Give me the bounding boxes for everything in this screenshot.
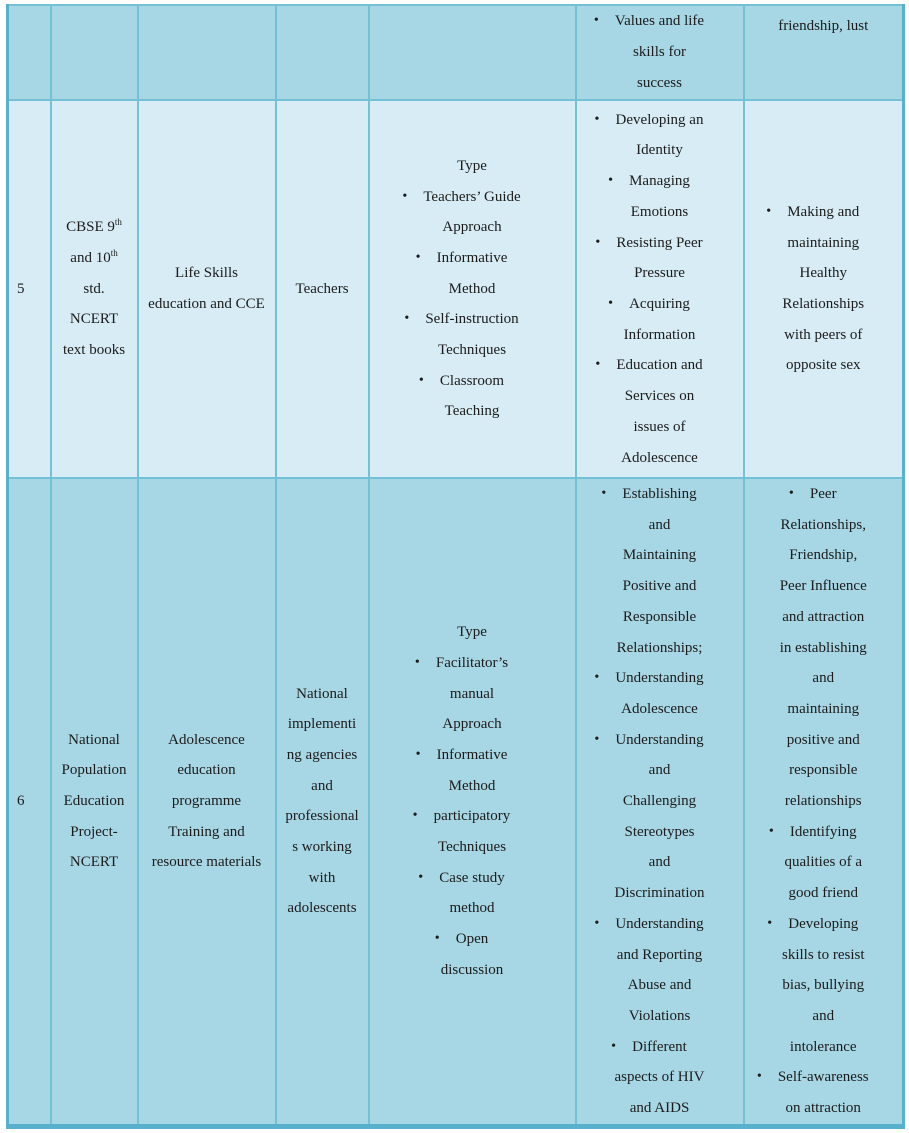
row-6-col5 [369, 478, 576, 1126]
text-line: adolescents [287, 900, 357, 917]
text-line: • Peer [747, 479, 901, 510]
text-line: relationships [784, 793, 862, 810]
text-line: • Informative [372, 740, 573, 771]
text-line: • Understanding [579, 663, 741, 694]
text-line: success [637, 74, 682, 91]
text-line: • Establishing [579, 479, 741, 510]
text-line: • Understanding [579, 909, 741, 940]
text-line: and Reporting [616, 946, 703, 963]
text-line: Peer Influence [779, 578, 867, 595]
text-line: friendship, lust [778, 18, 869, 34]
bullet-icon: • [601, 486, 607, 501]
bullet-icon: • [768, 823, 774, 839]
text-line: responsible [789, 762, 858, 779]
text-line: • Education and [579, 350, 741, 381]
row-6-col7 [744, 478, 904, 1126]
text-line: maintaining [787, 234, 860, 251]
text-line: issues of [633, 418, 686, 435]
text-line: and [648, 762, 671, 779]
text-line: and [311, 777, 333, 794]
row-5 [8, 100, 904, 478]
text-line: • Resisting Peer [579, 228, 741, 259]
text-line: Relationships; [616, 639, 703, 656]
text-line: • Developing [747, 909, 901, 940]
row-5-col3 [138, 100, 276, 478]
table-container [6, 4, 905, 1129]
bullet-icon: • [595, 357, 601, 373]
bullet-icon: • [767, 915, 773, 931]
text-line: • Informative [372, 243, 573, 274]
row-4-continued-col1 [8, 5, 51, 100]
text-line: education [177, 762, 236, 779]
text-line: Abuse and [627, 977, 692, 994]
text-line: good friend [788, 885, 859, 902]
text-line: Teachers [295, 280, 349, 297]
text-line: Relationships [782, 296, 865, 312]
text-line: bias, bullying [782, 977, 865, 994]
text-line: Adolescence [621, 449, 698, 466]
bullet-icon: • [415, 249, 421, 265]
text-line: skills to resist [781, 946, 865, 963]
text-line: • Different [579, 1032, 741, 1063]
bullet-icon: • [594, 915, 600, 931]
text-line: Healthy [799, 265, 847, 282]
text-line: qualities of a [784, 854, 862, 871]
text-line: positive and [786, 731, 860, 748]
text-line: • Identifying [747, 817, 901, 848]
text-line: Friendship, [789, 547, 858, 564]
row-5-col2 [51, 100, 138, 478]
text-line: Identity [636, 142, 683, 159]
bullet-icon: • [608, 173, 613, 189]
text-line: Techniques [437, 839, 507, 856]
text-line: with peers of [784, 326, 863, 343]
row-4-continued-col4 [276, 5, 369, 100]
text-line: • Developing an [579, 105, 741, 136]
text-line: opposite sex [785, 357, 861, 374]
row-4-continued-col3 [138, 5, 276, 100]
text-line: Relationships, [780, 516, 866, 533]
text-line: std. [83, 280, 105, 297]
text-line: 6 [17, 793, 25, 810]
text-line: NCERT [69, 854, 119, 871]
text-line: • Self-instruction [372, 304, 573, 335]
text-line: Maintaining [622, 547, 697, 564]
text-line: Violations [628, 1007, 691, 1024]
text-line: Population [61, 762, 127, 779]
text-line: CBSE 9th [66, 217, 122, 236]
row-5-col5 [369, 100, 576, 478]
text-line: • Facilitator’s [372, 648, 573, 679]
bullet-icon: • [594, 670, 600, 686]
row-4-continued-col2 [51, 5, 138, 100]
text-line: resource materials [151, 854, 262, 871]
text-line: • Open [372, 924, 573, 955]
row-5-col7 [744, 100, 904, 478]
text-line: Adolescence [621, 700, 698, 717]
text-line: Life Skills [175, 265, 238, 282]
text-line: Information [623, 326, 696, 343]
bullet-icon: • [595, 234, 601, 250]
text-line: skills for [633, 44, 686, 61]
text-line: 5 [17, 280, 25, 297]
text-line: intolerance [789, 1038, 857, 1055]
text-line: Pressure [634, 265, 685, 282]
text-line: method [449, 900, 495, 917]
row-6-col6 [576, 478, 744, 1126]
text-line: text books [62, 342, 126, 359]
text-line: Challenging [622, 793, 697, 810]
text-line: and AIDS [629, 1100, 690, 1117]
bullet-icon: • [434, 931, 440, 947]
bullet-icon: • [593, 13, 599, 29]
bullet-icon: • [608, 296, 613, 311]
text-line: Stereotypes [624, 823, 695, 840]
text-line: Approach [442, 219, 502, 236]
row-6-col1 [8, 478, 51, 1126]
text-line: Responsible [622, 608, 697, 625]
text-line: Positive and [622, 578, 697, 595]
text-line: Teaching [444, 403, 500, 420]
text-line: • Acquiring [579, 289, 741, 320]
text-line: National [296, 685, 348, 702]
text-line: and 10th [70, 247, 118, 266]
text-line: Adolescence [168, 731, 245, 748]
bullet-icon: • [418, 372, 424, 388]
row-6-col3 [138, 478, 276, 1126]
text-line: • Understanding [579, 725, 741, 756]
bullet-icon: • [404, 311, 410, 327]
text-line: professional [285, 808, 359, 825]
programs-table [6, 4, 905, 1129]
text-line: • Making and [747, 197, 901, 228]
text-line: and [812, 670, 835, 687]
text-line: programme [171, 793, 242, 810]
row-4-continued-col5 [369, 5, 576, 100]
text-line: Training and [168, 823, 245, 840]
text-line: on attraction [785, 1100, 861, 1117]
row-5-col6 [576, 100, 744, 478]
text-line: in establishing [779, 639, 867, 656]
bullet-icon: • [594, 111, 600, 127]
row-6-col4 [276, 478, 369, 1126]
bullet-icon: • [415, 746, 421, 762]
bullet-icon: • [418, 869, 424, 885]
bullet-icon: • [412, 808, 418, 824]
bullet-icon: • [756, 1069, 762, 1085]
bullet-icon: • [766, 203, 772, 219]
text-line: Education [63, 793, 125, 810]
text-line: maintaining [787, 700, 860, 717]
text-line: NCERT [69, 311, 119, 328]
text-line: Type [457, 624, 487, 641]
text-line: Method [448, 777, 496, 794]
text-line: • Managing [579, 166, 741, 197]
bullet-icon: • [414, 654, 420, 670]
row-4-continued [8, 5, 904, 100]
text-line: and [812, 1007, 835, 1024]
text-line: Techniques [437, 342, 507, 359]
text-line: ng agencies [286, 746, 358, 763]
row-5-col1 [8, 100, 51, 478]
text-line: with [308, 869, 336, 886]
text-line: • Teachers’ Guide [372, 182, 573, 213]
bullet-icon: • [788, 486, 794, 501]
bullet-icon: • [611, 1038, 617, 1054]
text-line: and [648, 516, 671, 533]
text-line: • Self-awareness [747, 1062, 901, 1093]
text-line: Approach [442, 716, 502, 733]
text-line: Discrimination [614, 885, 705, 902]
text-line: • Values and life [579, 6, 741, 37]
text-line: • Classroom [372, 366, 573, 397]
text-line: and attraction [782, 608, 865, 625]
text-line: and [648, 854, 671, 871]
text-line: education and CCE [148, 296, 265, 312]
row-6 [8, 478, 904, 1126]
text-line: aspects of HIV [614, 1069, 705, 1086]
row-5-col4 [276, 100, 369, 478]
bullet-icon: • [402, 188, 408, 204]
row-4-continued-col7 [744, 5, 904, 100]
text-line: Project- [70, 823, 118, 840]
text-line: s working [292, 839, 352, 856]
text-line: Type [457, 157, 487, 174]
text-line: • participatory [372, 801, 573, 832]
text-line: Emotions [630, 203, 689, 220]
text-line: Services on [624, 388, 695, 405]
row-6-col2 [51, 478, 138, 1126]
text-line: manual [449, 685, 495, 702]
bullet-icon: • [594, 731, 600, 747]
text-line: Method [448, 280, 496, 297]
text-line: implementi [287, 716, 357, 733]
text-line: • Case study [372, 863, 573, 894]
text-line: National [68, 731, 120, 748]
row-4-continued-col6 [576, 5, 744, 100]
text-line: discussion [440, 961, 504, 978]
